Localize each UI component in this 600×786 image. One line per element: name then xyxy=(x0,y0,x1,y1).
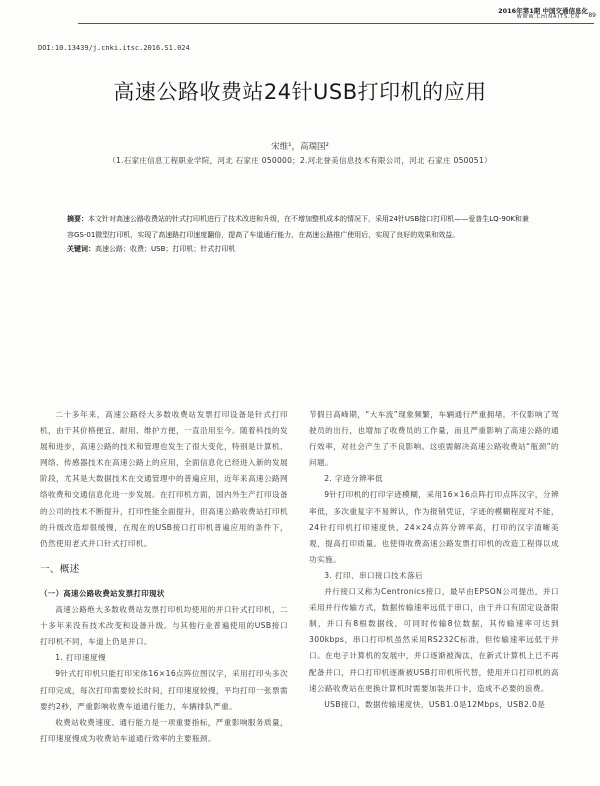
header-rule xyxy=(78,23,594,24)
paragraph: 收费站收费速度、通行能力是一项重要指标，严重影响服务质量，打印速度慢成为收费站车道通行效率的主要瓶颈。 xyxy=(40,717,288,743)
keywords-text: 高速公路；收费；USB；打印机；针式打印机 xyxy=(95,245,236,253)
paragraph: 高速公路绝大多数收费站发票打印机均使用的并口针式打印机，二十多年来没有技术改变和设备升级。与其他行业普遍使用的USB接口打印机不同，车道上仍是并口。 xyxy=(40,605,288,647)
keywords-label: 关键词： xyxy=(67,245,95,253)
keywords xyxy=(67,244,533,254)
paper-title: 高速公路收费站24针USB打印机的应用 xyxy=(113,80,487,104)
authors: 宋维¹，高瑞国² xyxy=(271,142,329,152)
abstract-label: 摘要： xyxy=(67,215,88,223)
doi: DOI:10.13439/j.cnki.itsc.2016.S1.024 xyxy=(38,44,190,52)
intro-paragraph: 二十多年来，高速公路经大多数收费站发票打印设备是针式打印机，由于其价格便宜、耐用、维护方便，一直沿用至今。随着科技的发展和进步，高速公路的技术和管理也发生了很大变化，特别是计算机、网络、传感器技术在高速公路上的应用，全面信息化已经进入新的发展阶段，尤其是大数据技术在交通管理中的普遍应用，近年来高速公路网络收费和交通信息化进一步发展。在打印机方面，国内外生产打印设备的公司的技术不断提升，打印性能全面提升，但高速公路收费站打印机的升级改造却很缓慢，在现在的USB接口打印机普遍应用的条件下，仍然使用老式并口针式打印机。 xyxy=(40,410,288,548)
abstract xyxy=(67,211,533,243)
paragraph: 9针打印机的打印字迹模糊，采用16×16点阵打印点阵汉字，分辨率低，多次重复字不易辨认，作为报销凭证，字迹的模糊程度对不能，24针打印机打印速度快，24×24点阵分辨率高，打印的汉字清晰美观，提高打印质量。也使得收费高速公路发票打印机的改造工程得以成功实施。 xyxy=(309,490,559,564)
page-number: 89 xyxy=(588,12,596,19)
journal-website: WWW.CHINAITS.CN xyxy=(516,14,580,20)
left-column xyxy=(40,407,288,747)
paragraph: USB接口，数据传输速度快，USB1.0是12Mbps，USB2.0是 xyxy=(324,699,546,709)
list-item-heading: 2. 字迹分辨率低 xyxy=(324,474,384,484)
paragraph: 9针式打印机只能打印宋体16×16点阵位图汉字，采用打印头多次打印完成，每次打印需要较长时间，打印速度较慢，平均打印一张票需要约2秒，严重影响收费车道通行能力，车辆排队严重。 xyxy=(40,669,288,711)
journal-name: 2016年第1期 中国交通信息化 xyxy=(498,7,588,15)
subsection-heading: （一）高速公路收费站发票打印现状 xyxy=(40,588,165,598)
list-item-heading: 1. 打印速度慢 xyxy=(55,653,107,663)
right-column xyxy=(309,407,559,713)
section-heading-overview: 一、概述 xyxy=(40,563,80,575)
paragraph: 节假日高峰期，“大车流”现象频繁，车辆通行严重拥堵，不仅影响了驾驶员的出行，也增加了收费员的工作量，而且严重影响了高速公路的通行效率，对社会产生了不良影响。这亟需解决高速公路收费站“瓶颈”的问题。 xyxy=(309,410,559,468)
affiliation: （1.石家庄信息工程职业学院，河北 石家庄 050000；2.河北誉美信息技术有限公司，河北 石家庄 050051） xyxy=(108,156,492,165)
paragraph: 并行接口又称为Centronics接口，最早由EPSON公司提出，并口采用并行传输方式，数据传输速率远低于串口，由于并口有固定设备限制，并口有8根数据线，可同时传输8位数据，其传输速率可达到300kbps，串口打印机虽然采用RS232C标准，但传输速率远低于并口。在电子计算机的发展中，并口逐渐被淘汰，在新式计算机上已不再配备并口，并口打印机逐渐被USB打印机所代替，使用并口打印机的高速公路收费站在更换计算机时需要加装并口卡，造成不必要的浪费。 xyxy=(309,587,559,693)
list-item-heading: 3. 打印、串口接口技术落后 xyxy=(324,570,423,580)
abstract-text: 本文针对高速公路收费站的针式打印机进行了技术改进和升级，在不增加整机成本的情况下，采用24针USB接口打印机——爱普生LQ-90K和兼容GS-01微型打印机，实现了高速路打印速度翻倍，提高了车道通行能力，在高速公路推广使用后，实现了良好的效果和效益。 xyxy=(67,215,529,239)
